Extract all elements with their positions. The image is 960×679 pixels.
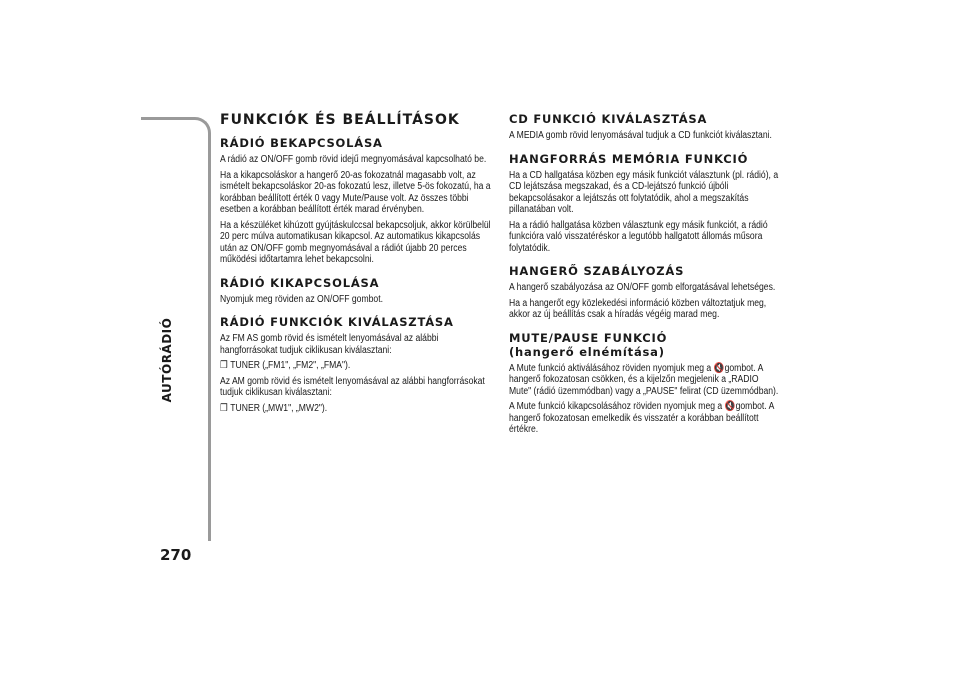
right-column [509,112,779,446]
paragraph [509,363,778,398]
section-radio-on [220,136,495,266]
section-title: RÁDIÓ BEKAPCSOLÁSA [220,136,383,150]
paragraph: Ha a kikapcsoláskor a hangerő 20-as fokozatnál magasabb volt, az ismételt bekapcsoláskor 20-as fokozatú lesz, illetve 5-ös fokozatú, ha a korábban beállított érték 0 vagy Mute/Pause volt. Az összes többi esetben a korábban beállított érték marad érvényben. [220,169,491,215]
left-column [220,112,495,424]
page-number: 270 [160,546,192,564]
section-radio-off [220,276,495,306]
section-mute-pause [509,331,779,436]
section-title: HANGFORRÁS MEMÓRIA FUNKCIÓ [509,151,749,166]
text-run: gombot. A hangerő fokozatosan csökken, és a kijelzőn megjelenik a „RADIO Mute" (rádió üzemmódban) vagy a „PAUSE" felirat (CD üzemmódban). [509,362,779,397]
paragraph: Az AM gomb rövid és ismételt lenyomásával az alábbi hangforrásokat tudjuk ciklikusan kiválasztani: [220,375,485,398]
text-run: gombot. A hangerő fokozatosan emelkedik és visszatér a korábban beállított értékre. [509,401,774,435]
bullet-item [220,360,494,372]
section-cd-function [509,112,779,142]
text-run: A Mute funkció aktiválásához röviden nyomjuk meg a [509,362,712,374]
mute-icon: 🔇 [713,362,725,374]
paragraph: A MEDIA gomb rövid lenyomásával tudjuk a CD funkciót kiválasztani. [509,130,772,141]
bullet-item [220,403,494,415]
section-title-main: MUTE/PAUSE FUNKCIÓ [509,330,668,345]
section-title: CD FUNKCIÓ KIVÁLASZTÁSA [509,112,708,126]
checkbox-bullet-icon: ❒ [220,402,228,414]
mute-icon: 🔇 [724,401,736,412]
section-subtitle: (hangerő elnémítása) [509,344,665,359]
paragraph [509,401,778,436]
paragraph: Az FM AS gomb rövid és ismételt lenyomásával az alábbi hangforrásokat tudjuk ciklikusan kiválasztani: [220,333,439,356]
page-frame [141,117,211,541]
checkbox-bullet-icon: ❒ [220,360,228,371]
section-title: RÁDIÓ KIKAPCSOLÁSA [220,275,380,290]
section-title: RÁDIÓ FUNKCIÓK KIVÁLASZTÁSA [220,315,454,329]
paragraph: Nyomjuk meg röviden az ON/OFF gombot. [220,293,383,305]
section-radio-functions [220,315,495,414]
paragraph: A rádió az ON/OFF gomb rövid idejű megnyomásával kapcsolható be. [220,154,487,165]
paragraph: A hangerő szabályozása az ON/OFF gomb elforgatásával lehetséges. [509,282,776,293]
paragraph: Ha a CD hallgatása közben egy másik funkciót választunk (pl. rádió), a CD lejátszása megszakad, és a CD-lejátszó funkció újbóli bekapcsolásakor a lejátszás ott folytatódik, ahol a megszakítás pillanatában volt. [509,169,779,215]
section-title [509,331,779,359]
chapter-label: AUTÓRÁDIÓ [160,317,174,403]
bullet-text: TUNER („FM1", „FM2", „FMA"). [230,360,351,371]
paragraph: Ha a rádió hallgatása közben választunk egy másik funkciót, a rádió funkcióra való visszatéréskor a legutóbb hallgatott állomás műsora folytatódik. [509,219,768,254]
text-run: A Mute funkció kikapcsolásához röviden nyomjuk meg a [509,401,723,412]
section-source-memory [509,152,779,255]
paragraph: Ha a készüléket kihúzott gyújtáskulccsal bekapcsoljuk, akkor körülbelül 20 perc múlva automatikusan kikapcsol. Az automatikus kikapcsolás után az ON/OFF gomb megnyomásával a rádiót újabb 20 perces működési időtartamra lehet bekapcsolni. [220,219,491,265]
section-volume [509,264,779,321]
paragraph: Ha a hangerőt egy közlekedési információ közben változtatjuk meg, akkor az új beállítás csak a híradás végéig marad meg. [509,297,767,320]
bullet-text: TUNER („MW1", „MW2"). [230,402,328,414]
section-title: HANGERŐ SZABÁLYOZÁS [509,264,685,278]
page-title: FUNKCIÓK ÉS BEÁLLÍTÁSOK [220,112,460,128]
